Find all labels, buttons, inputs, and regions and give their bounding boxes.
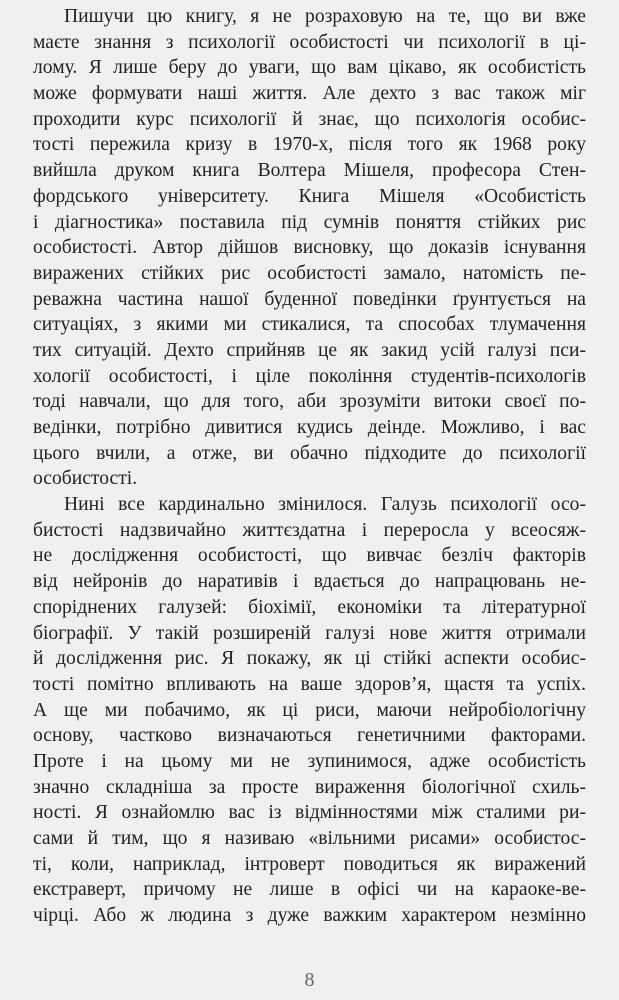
- text-line: фордського університету. Книга Мішеля «Особистість: [33, 185, 586, 207]
- text-line: цього вчили, а отже, ви обачно підходите до психології: [33, 442, 586, 464]
- text-line: ті, коли, наприклад, інтроверт поводиться як виражений: [33, 853, 586, 875]
- text-line: сами й тим, що я називаю «вільними рисами» особистос-: [33, 828, 586, 849]
- text-line: основу, частково визначаються генетичними факторами.: [33, 725, 586, 747]
- text-line: маєте знання з психології особистості чи психології в ці-: [33, 31, 586, 53]
- text-line: тості пережила кризу в 1970-х, після того як 1968 року: [33, 134, 586, 156]
- text-line: споріднених галузей: біохімії, економіки та літературної: [33, 596, 586, 618]
- text-line: А ще ми побачимо, як ці риси, маючи нейробіологічну: [33, 699, 586, 721]
- paragraph-2: [33, 492, 586, 929]
- text-line: Пишучи цю книгу, я не розраховую на те, що ви вже: [64, 6, 586, 27]
- text-line: виражених стійких рис особистості замало, натомість пе-: [33, 262, 586, 284]
- text-line: від нейронів до наративів і вдається до напрацювань не-: [33, 571, 586, 593]
- text-line: екстраверт, причому не лише в офісі чи на караоке-ве-: [33, 879, 586, 901]
- text-line: може формувати наші життя. Але дехто з вас також міг: [33, 83, 586, 105]
- text-line: і діагностика» поставила під сумнів поняття стійких рис: [33, 211, 586, 233]
- text-line: особистості. Автор дійшов висновку, що доказів існування: [33, 237, 586, 259]
- text-line: реважна частина нашої буденної поведінки ґрунтується на: [33, 288, 586, 310]
- text-line: значно складніша за просте вираження біологічної схиль-: [33, 776, 586, 798]
- text-line: особистості.: [33, 468, 138, 490]
- text-line: вийшла друком книга Волтера Мішеля, професора Стен-: [33, 160, 586, 182]
- text-line: біографії. У такій розширеній галузі нове життя отримали: [33, 622, 586, 644]
- text-line: й дослідження рис. Я покажу, як ці стійкі аспекти особис-: [33, 648, 586, 670]
- text-line: ведінки, потрібно дивитися кудись деінде. Можливо, і вас: [33, 417, 586, 438]
- text-line: ності. Я ознайомлю вас із відмінностями між сталими ри-: [33, 802, 586, 824]
- text-line: тих ситуацій. Дехто сприйняв це як закид усій галузі пси-: [33, 339, 586, 361]
- text-line: проходити курс психології й знає, що психологія особис-: [33, 108, 586, 130]
- text-line: тоді навчали, що для того, аби зрозуміти витоки своєї по-: [33, 391, 586, 413]
- text-line: Проте і на цьому ми не зупинимося, адже особистість: [33, 750, 586, 772]
- text-line: не дослідження особистості, що вивчає безліч факторів: [33, 545, 586, 567]
- text-line: тості помітно впливають на ваше здоров’я, щастя та успіх.: [33, 673, 586, 695]
- text-line: чірці. Або ж людина з дуже важким характером незмінно: [33, 905, 586, 927]
- page-body: [33, 4, 586, 929]
- paragraph-1: [33, 4, 586, 492]
- text-line: бистості надзвичайно життєздатна і переросла у всеосяж-: [33, 519, 586, 541]
- text-line: Нині все кардинально змінилося. Галузь психології осо-: [64, 494, 586, 516]
- page-number: 8: [304, 969, 315, 991]
- text-line: ситуаціях, з якими ми стикалися, та способах тлумачення: [33, 314, 586, 336]
- text-line: хології особистості, і ціле покоління студентів-психологів: [33, 365, 586, 387]
- text-line: лому. Я лише беру до уваги, що вам цікаво, як особистість: [33, 57, 586, 79]
